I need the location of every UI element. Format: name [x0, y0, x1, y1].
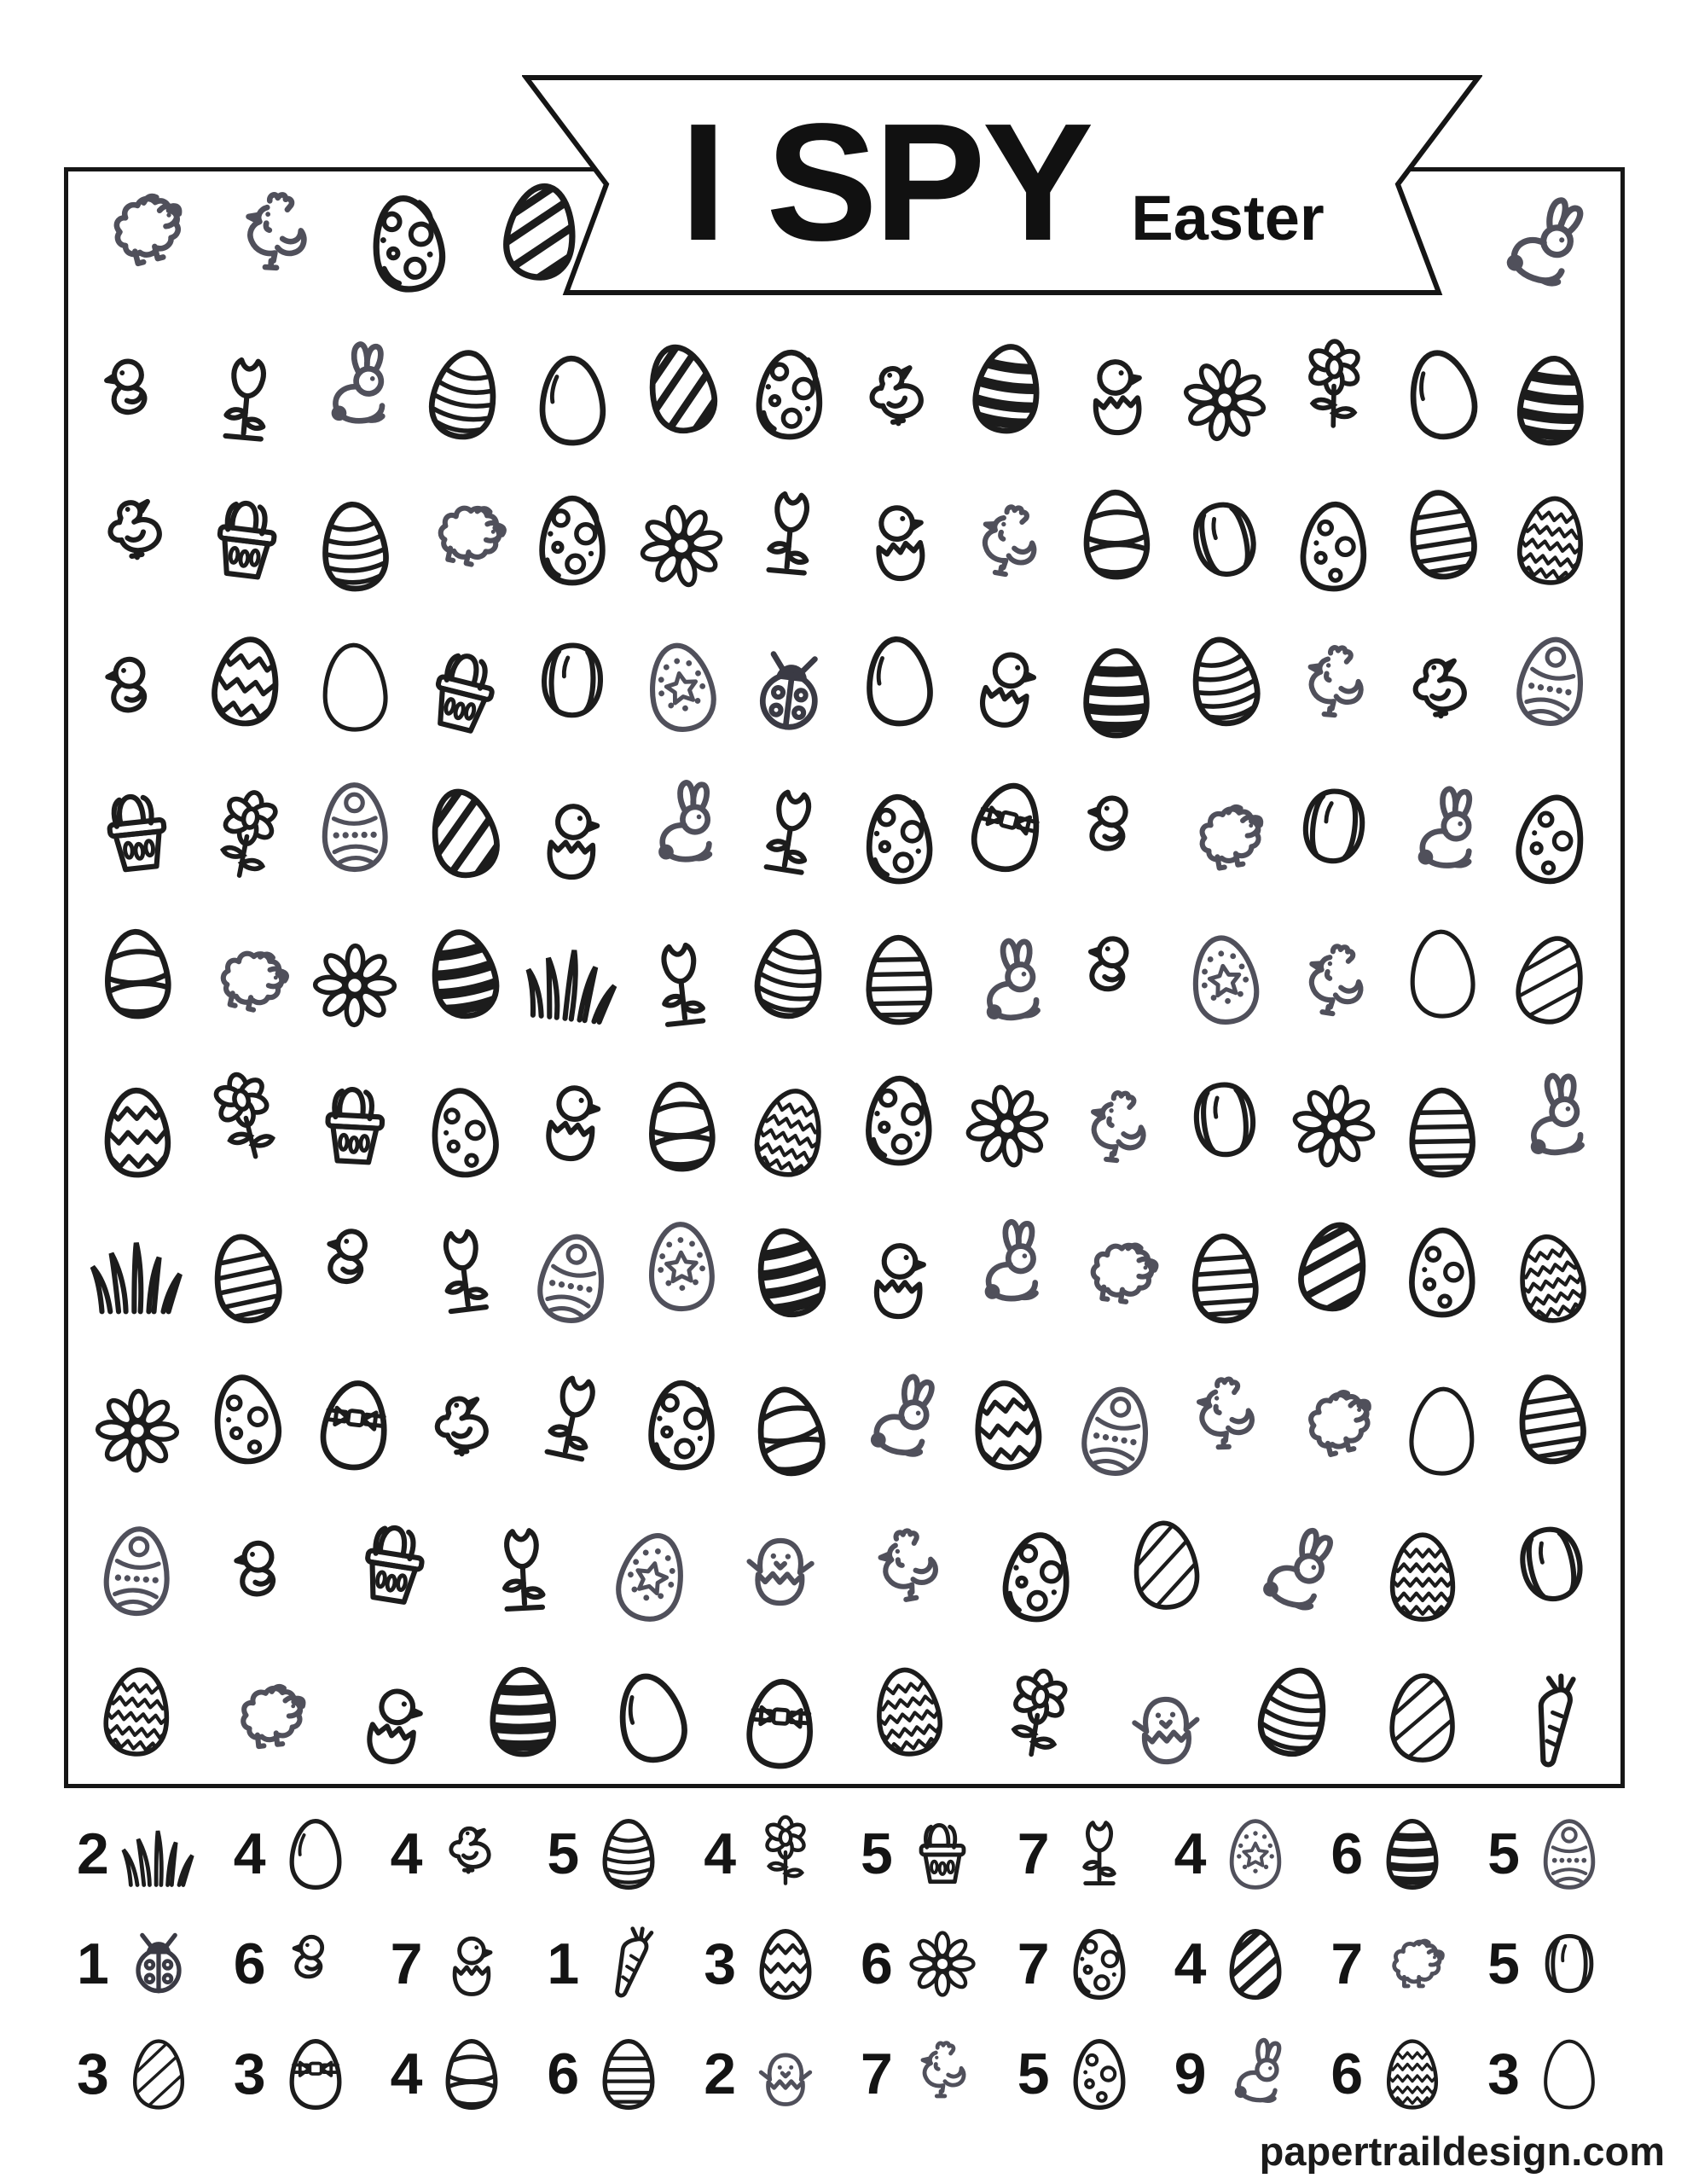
- egg-plain-icon: [843, 624, 955, 737]
- legend-item: [1487, 2033, 1610, 2115]
- legend-count: 5: [1487, 1821, 1520, 1886]
- egg-lines-icon: [1383, 474, 1503, 594]
- egg-bold-stripes-icon: [470, 1658, 576, 1764]
- egg-curved-icon: [1163, 619, 1287, 742]
- flower-stem-icon: [185, 778, 307, 900]
- chick-in-egg-icon: [946, 624, 1070, 748]
- egg-wavy-icon: [626, 1070, 737, 1181]
- egg-lines-icon: [1389, 1079, 1495, 1185]
- legend-item: [77, 1923, 200, 2005]
- legend-count: 3: [233, 2042, 266, 2106]
- egg-bow-icon: [275, 2033, 357, 2115]
- chick-hatched-icon: [1111, 1669, 1220, 1778]
- flower-icon: [901, 1923, 983, 2005]
- peach-icon: [1162, 477, 1288, 603]
- grass-icon: [118, 1813, 200, 1895]
- legend: [0, 1797, 1687, 2138]
- egg-spots-icon: [1490, 777, 1614, 901]
- egg-spots-icon: [1058, 2033, 1140, 2115]
- tulip-icon: [1058, 1813, 1140, 1895]
- puzzle-row: [85, 486, 1603, 590]
- egg-spotted-large-icon: [846, 1067, 952, 1173]
- chicken-icon: [1274, 926, 1394, 1045]
- duck-icon: [431, 1813, 513, 1895]
- legend-count: 4: [233, 1821, 266, 1886]
- egg-bold-stripes-icon: [1494, 343, 1609, 457]
- tulip-icon: [511, 1356, 635, 1480]
- flower-icon: [1162, 337, 1287, 462]
- bunny-icon: [1473, 176, 1608, 311]
- legend-count: 7: [1330, 1931, 1364, 1996]
- egg-zigzag-dense-icon: [1371, 2033, 1453, 2115]
- sheep-icon: [1271, 1362, 1397, 1488]
- basket-icon: [80, 775, 194, 890]
- egg-lines-icon: [588, 2033, 670, 2115]
- legend-item: [234, 1923, 357, 2005]
- egg-diagonal-thin-icon: [1488, 916, 1615, 1043]
- legend-count: 4: [704, 1821, 737, 1886]
- flower-icon: [302, 932, 408, 1038]
- puzzle-row: [85, 1370, 1603, 1474]
- chick-hatched-icon: [745, 2033, 826, 2115]
- legend-item: [1174, 2033, 1297, 2115]
- chicken-icon: [901, 2033, 983, 2115]
- legend-item: [1174, 1923, 1297, 2005]
- egg-star-icon: [621, 626, 741, 746]
- legend-item: [861, 2033, 983, 2115]
- egg-wavy-icon: [431, 2033, 513, 2115]
- egg-spotted-large-icon: [520, 488, 624, 592]
- flower-icon: [84, 1377, 191, 1484]
- chicken-icon: [216, 178, 334, 297]
- tulip-icon: [730, 774, 849, 893]
- puzzle-row: [85, 634, 1603, 738]
- chick-icon: [76, 332, 200, 456]
- egg-plain-icon: [589, 1655, 714, 1780]
- bunny-icon: [1489, 1057, 1614, 1182]
- legend-count: 5: [860, 1821, 893, 1886]
- peach-icon: [519, 627, 626, 735]
- legend-item: [1017, 2033, 1140, 2115]
- egg-wavy-icon: [82, 918, 193, 1029]
- bunny-icon: [1232, 1509, 1356, 1633]
- legend-count: 6: [547, 2042, 580, 2106]
- legend-item: [234, 1813, 357, 1895]
- grass-icon: [85, 1220, 189, 1324]
- egg-zigzag-dense-icon: [849, 1653, 967, 1770]
- bunny-icon: [948, 1206, 1067, 1326]
- egg-arcs-icon: [1491, 620, 1611, 741]
- sheep-icon: [73, 163, 210, 299]
- egg-arcs-icon: [302, 774, 408, 880]
- egg-wavy-icon: [1063, 480, 1170, 588]
- egg-zigzag-dense-icon: [1490, 1217, 1612, 1339]
- legend-row: [77, 1910, 1610, 2018]
- tulip-icon: [468, 1516, 577, 1625]
- egg-arcs-icon: [512, 1217, 632, 1338]
- ladybug-icon: [118, 1923, 200, 2005]
- puzzle-row: [85, 1076, 1603, 1180]
- flower-stem-icon: [1281, 335, 1387, 441]
- chicken-icon: [1278, 630, 1390, 743]
- legend-count: 9: [1174, 2042, 1207, 2106]
- legend-count: 4: [1174, 1821, 1207, 1886]
- egg-diagonal-thin-icon: [118, 2033, 200, 2115]
- egg-zigzag-icon: [187, 621, 306, 741]
- chicken-icon: [1171, 1365, 1278, 1472]
- legend-count: 6: [1330, 2042, 1364, 2106]
- basket-icon: [188, 482, 304, 598]
- basket-icon: [401, 630, 527, 756]
- chick-in-egg-icon: [1061, 338, 1172, 449]
- legend-item: [77, 2033, 200, 2115]
- egg-bold-stripes-icon: [727, 1209, 853, 1335]
- egg-spots-icon: [1279, 491, 1388, 601]
- legend-count: 2: [704, 2042, 737, 2106]
- egg-arcs-icon: [1528, 1813, 1610, 1895]
- legend-item: [391, 1813, 513, 1895]
- egg-diagonal-icon: [1272, 1204, 1396, 1328]
- sheep-icon: [209, 1660, 323, 1774]
- egg-wavy-icon: [728, 1368, 852, 1492]
- egg-star-icon: [588, 1513, 715, 1640]
- legend-count: 6: [860, 1931, 893, 1996]
- duck-icon: [77, 474, 197, 595]
- egg-bow-icon: [944, 764, 1070, 890]
- egg-spotted-large-icon: [1058, 1923, 1140, 2005]
- legend-item: [391, 1923, 513, 2005]
- egg-bow-icon: [724, 1668, 835, 1779]
- chick-icon: [275, 1923, 357, 2005]
- egg-diagonal-icon: [1215, 1923, 1296, 2005]
- legend-item: [861, 1813, 983, 1895]
- basket-icon: [300, 1071, 409, 1180]
- sheep-icon: [1165, 779, 1285, 899]
- sheep-icon: [183, 917, 308, 1042]
- legend-item: [1487, 1813, 1610, 1895]
- egg-outline-icon: [1388, 1376, 1497, 1485]
- legend-item: [391, 2033, 513, 2115]
- puzzle-row: [85, 781, 1603, 885]
- chick-in-egg-icon: [517, 783, 628, 894]
- legend-item: [1017, 1813, 1140, 1895]
- tulip-icon: [624, 928, 739, 1043]
- legend-item: [547, 1923, 670, 2005]
- egg-zigzag-dense-icon: [80, 1654, 194, 1769]
- legend-count: 4: [390, 2042, 423, 2106]
- carrot-icon: [588, 1923, 670, 2005]
- egg-curved-icon: [403, 334, 524, 454]
- ladybug-icon: [732, 635, 848, 751]
- peach-icon: [1168, 1063, 1282, 1177]
- page-title: I SPY: [680, 89, 1091, 276]
- egg-bold-stripes-icon: [948, 329, 1066, 447]
- egg-bow-icon: [297, 1367, 413, 1483]
- duck-icon: [1384, 635, 1500, 751]
- egg-bold-stripes-icon: [1064, 641, 1168, 745]
- basket-icon: [335, 1506, 455, 1625]
- chick-icon: [1061, 918, 1172, 1029]
- egg-arcs-icon: [1056, 1370, 1176, 1490]
- legend-count: 2: [77, 1821, 109, 1886]
- egg-diagonal-icon: [618, 325, 745, 451]
- chick-hatched-icon: [727, 1511, 834, 1618]
- egg-zigzag-dense-icon: [1371, 1525, 1475, 1629]
- sheep-icon: [1058, 1213, 1175, 1331]
- egg-arcs-icon: [82, 1515, 193, 1626]
- duck-icon: [408, 1374, 520, 1487]
- egg-spotted-large-icon: [629, 1373, 733, 1477]
- legend-row: [77, 1800, 1610, 1908]
- puzzle-row: [85, 1517, 1603, 1621]
- chick-in-egg-icon: [844, 1223, 954, 1333]
- legend-count: 4: [1174, 1931, 1207, 1996]
- chick-icon: [1063, 779, 1170, 886]
- flower-icon: [947, 1065, 1069, 1187]
- flower-icon: [1272, 1065, 1394, 1187]
- legend-item: [547, 2033, 670, 2115]
- puzzle-box: [64, 167, 1625, 1788]
- carrot-icon: [1491, 1663, 1611, 1783]
- egg-zigzag-dense-icon: [728, 1069, 852, 1194]
- egg-outline-icon: [300, 632, 409, 741]
- duck-icon: [839, 340, 959, 460]
- egg-spots-icon: [404, 1072, 524, 1192]
- legend-count: 6: [233, 1931, 266, 1996]
- egg-curved-icon: [729, 912, 851, 1034]
- egg-zigzag-icon: [84, 1077, 191, 1185]
- egg-lines-icon: [846, 926, 952, 1032]
- egg-spotted-large-icon: [735, 339, 844, 448]
- legend-count: 5: [1487, 1931, 1520, 1996]
- chick-icon: [299, 1210, 411, 1322]
- legend-item: [234, 2033, 357, 2115]
- egg-diagonal-thin-icon: [1369, 1664, 1476, 1771]
- flower-stem-icon: [183, 1057, 310, 1183]
- legend-item: [547, 1813, 670, 1895]
- bunny-icon: [843, 1362, 955, 1475]
- legend-count: 5: [547, 1821, 580, 1886]
- legend-item: [704, 2033, 826, 2115]
- puzzle-row: [85, 1223, 1603, 1327]
- egg-curved-icon: [1232, 1648, 1358, 1774]
- banner-text: [522, 72, 1482, 299]
- flower-icon: [619, 485, 743, 608]
- egg-curved-icon: [299, 490, 411, 602]
- basket-icon: [901, 1813, 983, 1895]
- legend-count: 6: [1330, 1821, 1364, 1886]
- legend-count: 1: [77, 1931, 109, 1996]
- egg-star-icon: [628, 1212, 735, 1320]
- egg-spotted-large-icon: [844, 784, 954, 893]
- legend-count: 7: [860, 2042, 893, 2106]
- legend-row: [77, 2020, 1610, 2128]
- legend-item: [1330, 1923, 1453, 2005]
- legend-count: 3: [1487, 2042, 1520, 2106]
- legend-count: 7: [1017, 1931, 1050, 1996]
- legend-count: 7: [390, 1931, 423, 1996]
- legend-count: 3: [704, 1931, 737, 1996]
- legend-item: [704, 1813, 826, 1895]
- title-banner: [522, 72, 1482, 299]
- egg-curved-icon: [588, 1813, 670, 1895]
- chick-in-egg-icon: [333, 1662, 455, 1784]
- puzzle-row: [85, 1664, 1603, 1769]
- legend-item: [77, 1813, 200, 1895]
- legend-count: 3: [77, 2042, 109, 2106]
- chick-icon: [78, 634, 196, 752]
- egg-zigzag-icon: [745, 1923, 826, 2005]
- egg-zigzag-icon: [949, 1367, 1065, 1483]
- tulip-icon: [733, 478, 846, 590]
- sheep-icon: [1371, 1923, 1453, 2005]
- flower-stem-icon: [977, 1658, 1097, 1777]
- peach-icon: [1490, 1503, 1614, 1627]
- legend-item: [1330, 2033, 1453, 2115]
- egg-outline-icon: [1388, 919, 1497, 1028]
- chicken-icon: [948, 486, 1068, 607]
- bunny-icon: [1386, 776, 1499, 889]
- chicken-icon: [849, 1511, 969, 1631]
- bunny-icon: [297, 330, 413, 446]
- grass-icon: [515, 922, 629, 1037]
- legend-item: [861, 1923, 983, 2005]
- sheep-icon: [402, 473, 525, 596]
- egg-outline-icon: [1528, 2033, 1610, 2115]
- legend-count: 7: [1017, 1821, 1050, 1886]
- bunny-icon: [623, 768, 740, 886]
- egg-plain-icon: [1382, 333, 1504, 455]
- chick-in-egg-icon: [513, 1061, 631, 1179]
- egg-zigzag-dense-icon: [1493, 481, 1610, 599]
- peach-icon: [1276, 769, 1392, 885]
- egg-plain-icon: [275, 1813, 357, 1895]
- legend-count: 4: [390, 1821, 423, 1886]
- tulip-icon: [406, 1214, 522, 1330]
- egg-bold-stripes-icon: [1371, 1813, 1453, 1895]
- legend-item: [1487, 1923, 1610, 2005]
- egg-diagonal-thin-icon: [1110, 1508, 1222, 1621]
- egg-lines-icon: [184, 1217, 308, 1340]
- egg-bold-stripes-icon: [403, 912, 525, 1034]
- legend-item: [1330, 1813, 1453, 1895]
- chicken-icon: [1059, 1075, 1174, 1189]
- flower-stem-icon: [745, 1813, 826, 1895]
- legend-item: [704, 1923, 826, 2005]
- chick-in-egg-icon: [841, 482, 957, 598]
- egg-plain-icon: [519, 346, 626, 454]
- egg-star-icon: [1166, 921, 1284, 1038]
- egg-spotted-large-icon: [979, 1519, 1095, 1635]
- page-subtitle: Easter: [1131, 183, 1325, 253]
- chick-icon: [207, 1518, 325, 1635]
- website-credit: papertraildesign.com: [1259, 2129, 1665, 2174]
- egg-spots-icon: [186, 1358, 306, 1478]
- tulip-icon: [189, 344, 302, 456]
- legend-item: [1174, 1813, 1297, 1895]
- egg-lines-icon: [1169, 1223, 1280, 1333]
- egg-lines-icon: [1492, 1359, 1611, 1478]
- egg-star-icon: [1215, 1813, 1296, 1895]
- egg-diagonal-icon: [401, 770, 525, 895]
- chick-in-egg-icon: [431, 1923, 513, 2005]
- legend-count: 5: [1017, 2042, 1050, 2106]
- egg-spots-icon: [1389, 1219, 1495, 1325]
- legend-count: 1: [547, 1931, 580, 1996]
- egg-spotted-large-icon: [343, 178, 472, 307]
- puzzle-grid: [68, 171, 1620, 1784]
- peach-icon: [1528, 1923, 1610, 2005]
- legend-item: [1017, 1923, 1140, 2005]
- bunny-icon: [1215, 2033, 1296, 2115]
- puzzle-row: [85, 340, 1603, 444]
- bunny-icon: [945, 923, 1070, 1048]
- puzzle-row: [85, 928, 1603, 1032]
